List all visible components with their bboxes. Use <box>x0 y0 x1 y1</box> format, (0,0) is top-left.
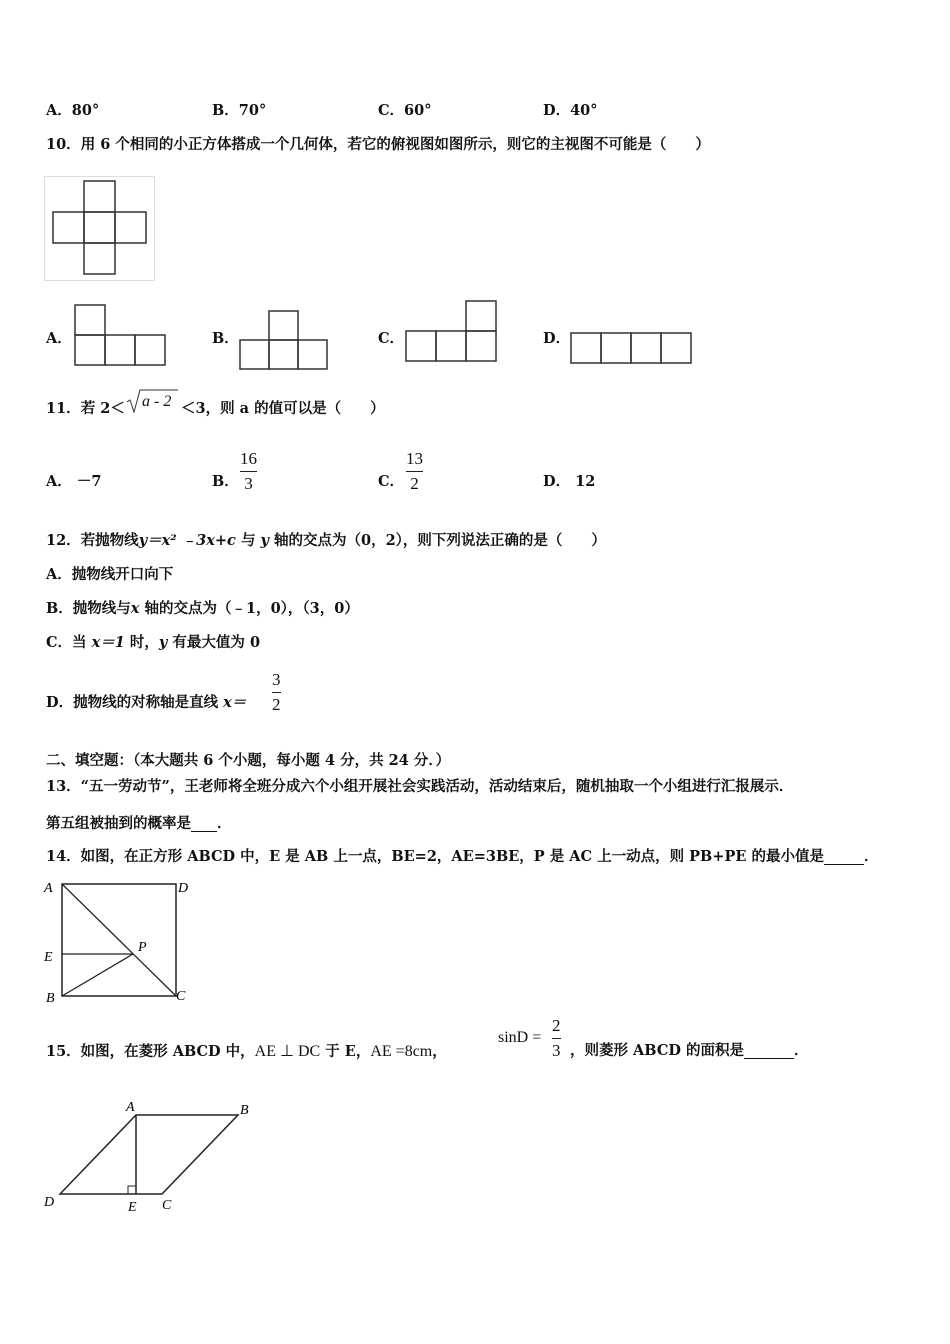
q14-stem: 14．如图，在正方形 ABCD 中，E 是 AB 上一点，BE=2，AE=3BE，P 是 AC 上一动点，则 PB+PE 的最小值是 ． <box>46 848 879 865</box>
q11-stem-suffix: ＜3，则 a 的值可以是（ ） <box>181 400 385 417</box>
q11-option-c-fraction <box>406 449 423 494</box>
label-c: C <box>162 1198 172 1213</box>
q12-option-c: C．当 x＝1 时，y 有最大值为 0 <box>46 634 261 651</box>
label-a: A <box>126 1100 135 1115</box>
q12-option-b: B．抛物线与x 轴的交点为（﹣1，0），（3，0） <box>46 600 359 617</box>
q10-option-b-label: B． <box>212 330 239 347</box>
label-d: D <box>44 1195 55 1210</box>
q11-option-d: D． 12 <box>543 473 596 490</box>
q11-option-b-label: B． <box>212 473 239 490</box>
q11-option-a: A． －7 <box>46 473 102 490</box>
answer-blank[interactable] <box>744 1046 794 1059</box>
q10-option-c-label: C． <box>378 330 405 347</box>
q9-option-c: C．60° <box>378 102 432 119</box>
q12-option-d-fraction <box>272 670 281 715</box>
q13-line1: 13．“五一劳动节”，王老师将全班分成六个小组开展社会实践活动，活动结束后，随机抽取一个小组进行汇报展示． <box>46 778 794 795</box>
q14-square-figure <box>40 876 200 1006</box>
q15-sin-label: sinD = <box>498 1029 542 1046</box>
q9-option-a: A．80° <box>46 102 100 119</box>
q10-option-d-label: D． <box>543 330 571 347</box>
q11-radicand: a - 2 <box>142 393 172 410</box>
q10-option-a-label: A． <box>46 330 72 347</box>
label-d: D <box>178 881 189 896</box>
q15-sin-fraction <box>552 1016 561 1061</box>
q15-stem-end: ，则菱形 ABCD 的面积是 ． <box>570 1042 809 1059</box>
q15-rhombus-figure <box>40 1098 270 1218</box>
q12-stem: 12．若抛物线y＝x² ﹣3x+c 与 y 轴的交点为（0，2），则下列说法正确的是（ ） <box>46 532 606 549</box>
label-e: E <box>128 1200 137 1215</box>
denominator: 2 <box>272 695 281 714</box>
numerator: 3 <box>272 670 281 689</box>
numerator: 16 <box>240 449 257 468</box>
q13-line2: 第五组被抽到的概率是 ． <box>46 815 232 832</box>
section-2-heading: 二、填空题：（本大题共 6 个小题，每小题 4 分，共 24 分．） <box>46 752 451 769</box>
q10-option-d-figure <box>567 330 695 368</box>
label-e: E <box>44 950 53 965</box>
denominator: 2 <box>410 474 419 493</box>
label-b: B <box>46 991 55 1006</box>
answer-blank[interactable] <box>191 819 217 832</box>
q12-option-d: D．抛物线的对称轴是直线 x＝ <box>46 694 247 711</box>
q10-stem: 10．用 6 个相同的小正方体搭成一个几何体，若它的俯视图如图所示，则它的主视图不可能是（ ） <box>46 136 710 153</box>
q11-option-c-label: C． <box>378 473 405 490</box>
q10-option-a-figure <box>72 302 168 368</box>
label-c: C <box>176 989 186 1004</box>
q10-option-c-figure <box>402 298 506 368</box>
q9-option-d: D．40° <box>543 102 598 119</box>
q12-option-a: A．抛物线开口向下 <box>46 566 174 583</box>
label-p: P <box>138 940 147 955</box>
q11-stem-prefix: 11．若 2＜ <box>46 400 125 417</box>
q10-option-b-figure <box>236 308 332 370</box>
numerator: 2 <box>552 1016 561 1035</box>
q11-option-b-fraction <box>240 449 257 494</box>
denominator: 3 <box>244 474 253 493</box>
answer-blank[interactable] <box>824 852 864 865</box>
label-a: A <box>44 881 53 896</box>
label-b: B <box>240 1103 249 1118</box>
q9-option-b: B．70° <box>212 102 267 119</box>
numerator: 13 <box>406 449 423 468</box>
denominator: 3 <box>552 1041 561 1060</box>
q10-top-view-figure <box>44 176 156 282</box>
q15-stem: 15．如图，在菱形 ABCD 中，AE ⊥ DC 于 E，AE =8cm， <box>46 1043 447 1060</box>
